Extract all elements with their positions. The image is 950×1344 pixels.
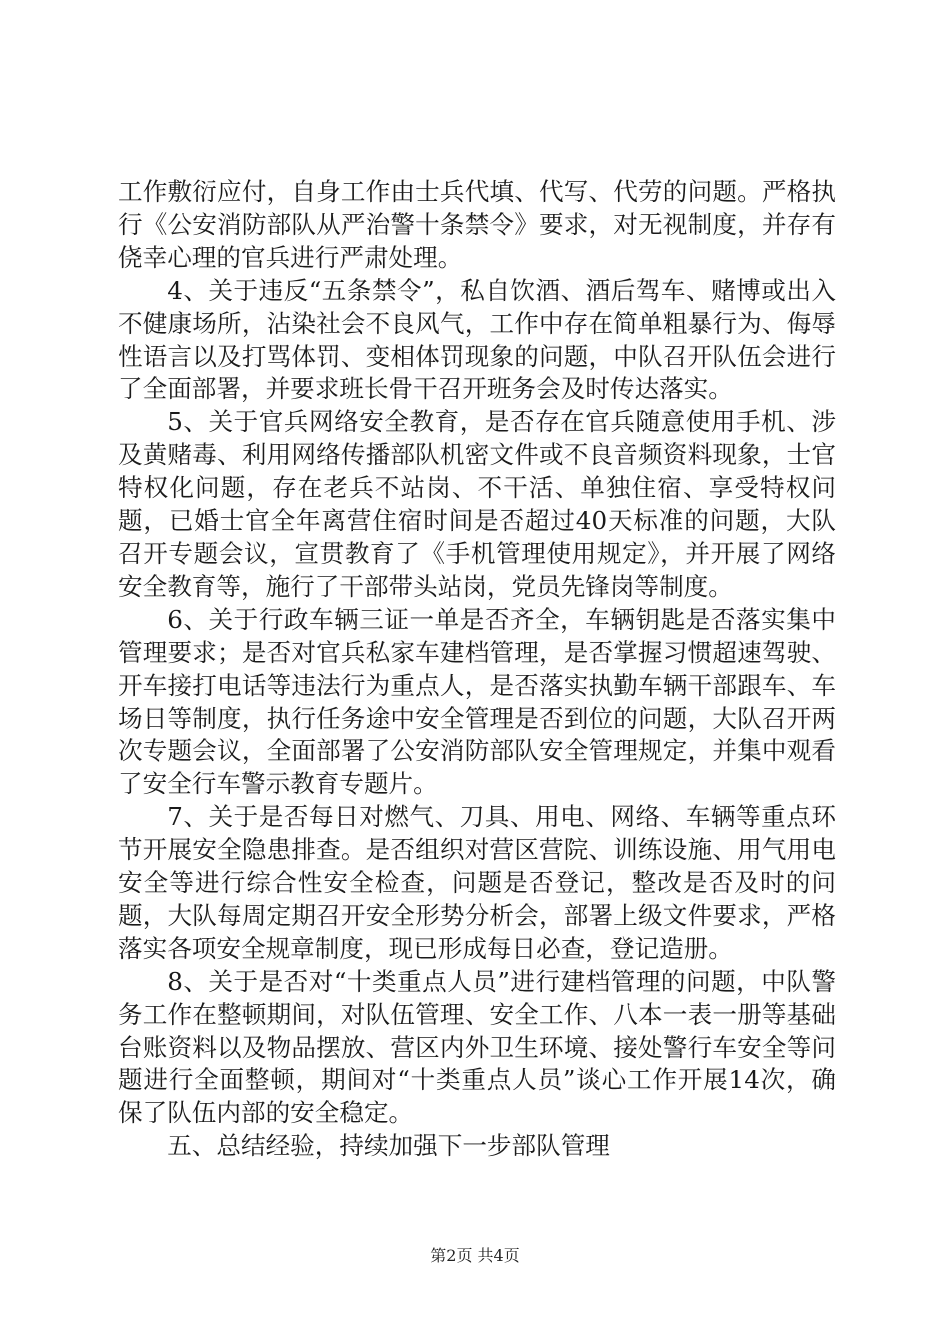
paragraph-item-5: 5、关于官兵网络安全教育，是否存在官兵随意使用手机、涉及黄赌毒、利用网络传播部队机密文件或不良音频资料现象，士官特权化问题，存在老兵不站岗、不干活、单独住宿、享受特权问题，已婚士官全年离营住宿时间是否超过40天标准的问题，大队召开专题会议，宣贯教育了《手机管理使用规定》，并开展了网络安全教育等，施行了干部带头站岗，党员先锋岗等制度。 — [118, 407, 836, 601]
section-heading-5: 五、总结经验，持续加强下一步部队管理 — [167, 1131, 610, 1161]
paragraph-item-4: 4、关于违反“五条禁令”，私自饮酒、酒后驾车、赌博或出入不健康场所，沾染社会不良风气，工作中存在简单粗暴行为、侮辱性语言以及打骂体罚、变相体罚现象的问题，中队召开队伍会进行了全面部署，并要求班长骨干召开班务会及时传达落实。 — [118, 275, 836, 404]
paragraph-item-8: 8、关于是否对“十类重点人员”进行建档管理的问题，中队警务工作在整顿期间，对队伍管理、安全工作、八本一表一册等基础台账资料以及物品摆放、营区内外卫生环境、接处警行车安全等问题进行全面整顿，期间对“十类重点人员”谈心工作开展14次，确保了队伍内部的安全稳定。 — [118, 966, 836, 1128]
paragraph-continuation: 工作敷衍应付，自身工作由士兵代填、代写、代劳的问题。严格执行《公安消防部队从严治警十条禁令》要求，对无视制度，并存有侥幸心理的官兵进行严肃处理。 — [118, 177, 836, 272]
document-body — [118, 176, 836, 1163]
paragraph-item-6: 6、关于行政车辆三证一单是否齐全，车辆钥匙是否落实集中管理要求；是否对官兵私家车建档管理，是否掌握习惯超速驾驶、开车接打电话等违法行为重点人，是否落实执勤车辆干部跟车、车场日等制度，执行任务途中安全管理是否到位的问题，大队召开两次专题会议，全面部署了公安消防部队安全管理规定，并集中观看了安全行车警示教育专题片。 — [118, 604, 836, 799]
paragraph-item-7: 7、关于是否每日对燃气、刀具、用电、网络、车辆等重点环节开展安全隐患排查。是否组织对营区营院、训练设施、用气用电安全等进行综合性安全检查，问题是否登记，整改是否及时的问题，大队每周定期召开安全形势分析会，部署上级文件要求，严格落实各项安全规章制度，现已形成每日必查，登记造册。 — [118, 802, 836, 963]
page-footer: 第2页 共4页 — [430, 1246, 520, 1265]
